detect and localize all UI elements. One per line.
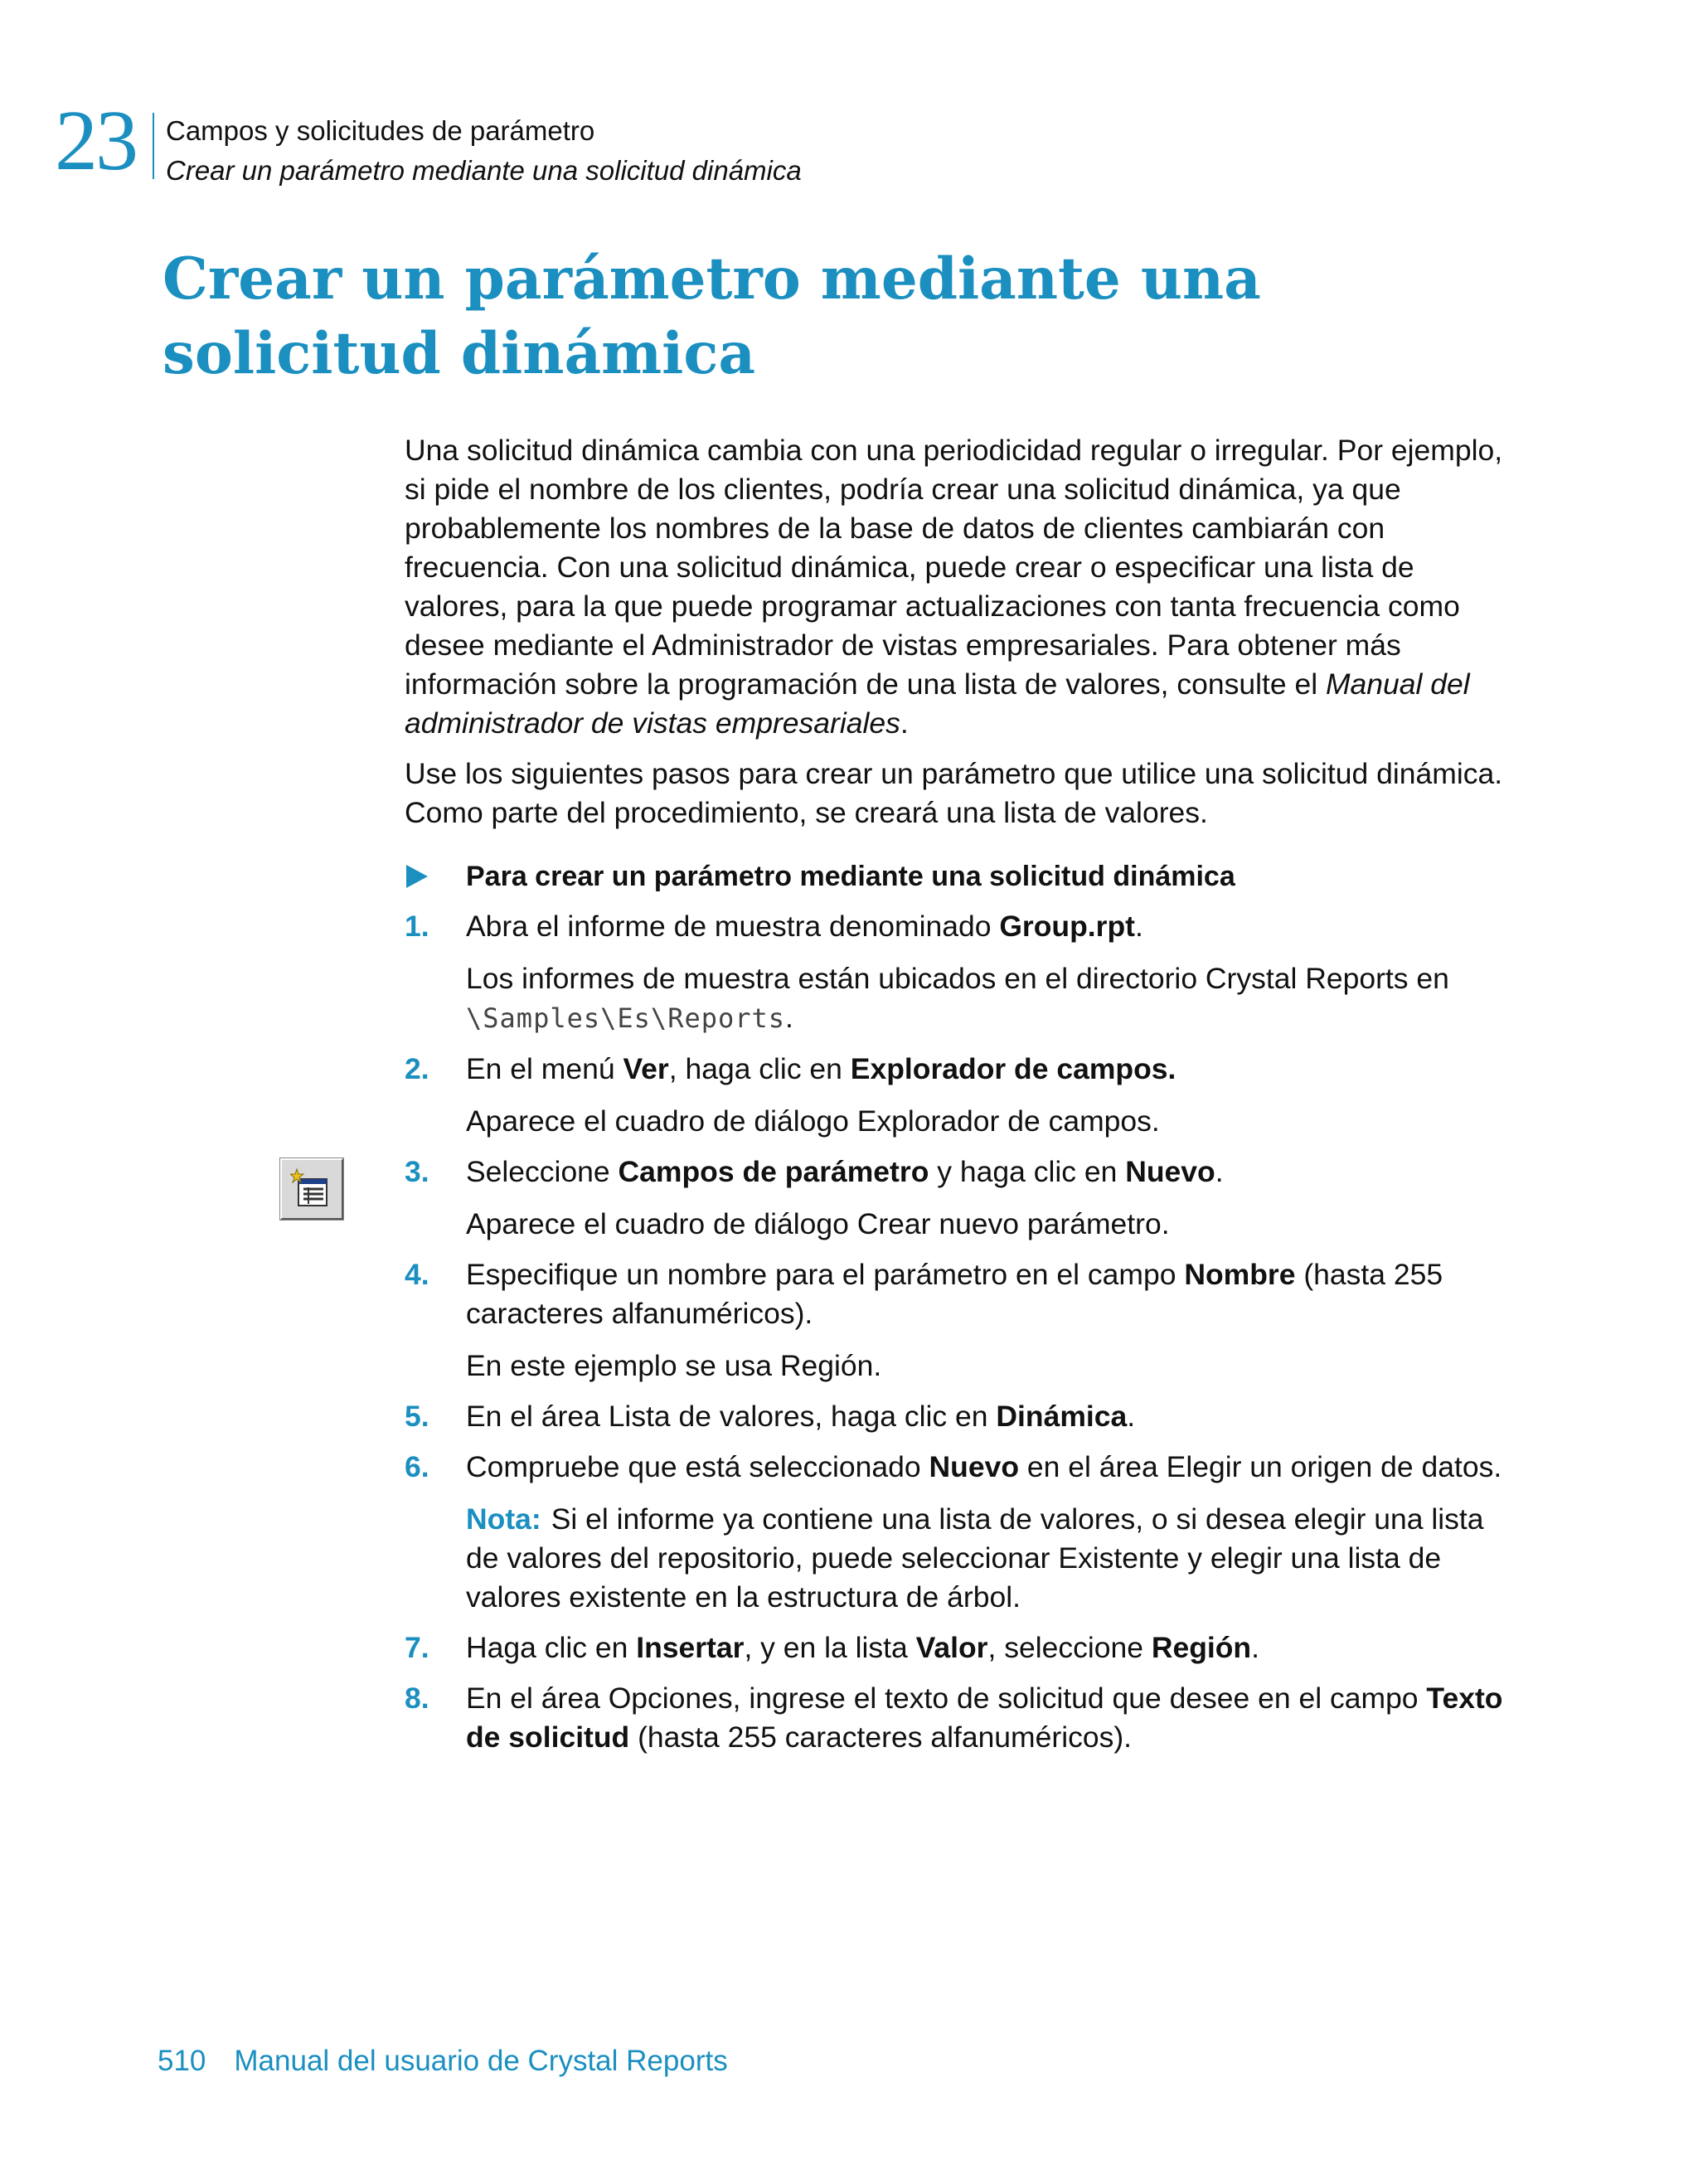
step-3 <box>405 1153 1507 1191</box>
chapter-number: 23 <box>55 93 136 188</box>
step-text: . <box>1127 1400 1136 1433</box>
step-text: En el área Opciones, ingrese el texto de solicitud que desee en el campo <box>466 1682 1427 1715</box>
book-title: Manual del usuario de Crystal Reports <box>234 2045 728 2077</box>
step-text: Seleccione <box>466 1155 619 1188</box>
triangle-bullet-icon <box>406 865 428 888</box>
step-7 <box>405 1628 1507 1667</box>
step-text: En el área Lista de valores, haga clic en <box>466 1400 997 1433</box>
subsection-title: Crear un parámetro mediante una solicitud dinámica <box>166 155 802 186</box>
step-text: . <box>1134 910 1143 943</box>
step-bold: Texto de solicitud <box>466 1682 1503 1754</box>
step-number: 3. <box>405 1155 429 1188</box>
running-header <box>166 111 802 191</box>
manual-reference: Manual del administrador de vistas empresariales <box>405 667 1470 740</box>
page-title: Crear un parámetro mediante una solicitud dinámica <box>163 245 1261 387</box>
procedure-heading <box>405 857 1507 895</box>
step-bold: Dinámica <box>996 1400 1128 1433</box>
step-text: . <box>1251 1631 1259 1664</box>
detail-text: Los informes de muestra están ubicados en el directorio Crystal Reports en <box>466 962 1449 995</box>
step-number: 7. <box>405 1631 429 1664</box>
note-text: Si el informe ya contiene una lista de valores, o si desea elegir una lista de valores del repositorio, puede seleccionar Existente y elegir una lista de valores existente en la estructura de árbol. <box>466 1502 1484 1614</box>
step-bold: Group.rpt <box>999 910 1135 943</box>
step-bold: Nuevo <box>929 1450 1020 1483</box>
step-text: Especifique un nombre para el parámetro en el campo <box>466 1258 1185 1291</box>
step-text: , haga clic en <box>668 1052 851 1085</box>
step-3-detail: Aparece el cuadro de diálogo Crear nuevo parámetro. <box>466 1207 1170 1240</box>
detail-text: . <box>785 1001 793 1034</box>
step-text: Haga clic en <box>466 1631 637 1664</box>
step-text: en el área Elegir un origen de datos. <box>1019 1450 1502 1483</box>
step-text: . <box>1215 1155 1224 1188</box>
step-1-detail <box>405 959 1507 1038</box>
intro-paragraph-1 <box>405 431 1507 743</box>
step-2 <box>405 1050 1507 1089</box>
step-number: 2. <box>405 1052 429 1085</box>
step-bold: Nombre <box>1184 1258 1296 1291</box>
step-bold: Insertar <box>636 1631 745 1664</box>
step-bold: Ver <box>623 1052 669 1085</box>
step-text: y haga clic en <box>929 1155 1126 1188</box>
intro-end: . <box>900 706 909 740</box>
note <box>405 1500 1507 1617</box>
step-bold: Nuevo <box>1125 1155 1215 1188</box>
body-content <box>405 431 1507 1757</box>
intro-paragraph-2: Use los siguientes pasos para crear un parámetro que utilice una solicitud dinámica. Como parte del procedimiento, se creará una lista de valores. <box>405 757 1503 829</box>
step-bold: Explorador de campos. <box>850 1052 1176 1085</box>
step-number: 4. <box>405 1258 429 1291</box>
step-bold: Valor <box>915 1631 988 1664</box>
step-text: Abra el informe de muestra denominado <box>466 910 1000 943</box>
directory-path: \Samples\Es\Reports <box>466 1002 786 1034</box>
page-number: 510 <box>158 2045 206 2077</box>
step-number: 1. <box>405 910 429 943</box>
step-6 <box>405 1448 1507 1487</box>
chapter-divider <box>153 113 154 179</box>
step-text: , seleccione <box>987 1631 1152 1664</box>
step-text: Compruebe que está seleccionado <box>466 1450 929 1483</box>
section-title: Campos y solicitudes de parámetro <box>166 115 595 146</box>
step-bold: Campos de parámetro <box>618 1155 929 1188</box>
procedure-title: Para crear un parámetro mediante una solicitud dinámica <box>466 861 1235 892</box>
step-2-detail: Aparece el cuadro de diálogo Explorador de campos. <box>466 1104 1160 1138</box>
page-footer <box>158 2045 728 2078</box>
step-4-detail: En este ejemplo se usa Región. <box>466 1349 882 1382</box>
step-1 <box>405 907 1507 946</box>
step-number: 8. <box>405 1682 429 1715</box>
step-text: (hasta 255 caracteres alfanuméricos). <box>466 1258 1443 1330</box>
step-4 <box>405 1255 1507 1333</box>
step-8 <box>405 1679 1507 1757</box>
note-label: Nota: <box>466 1502 541 1536</box>
step-bold: Región <box>1151 1631 1252 1664</box>
step-text: En el menú <box>466 1052 623 1085</box>
step-text: (hasta 255 caracteres alfanuméricos). <box>629 1721 1133 1754</box>
step-number: 5. <box>405 1400 429 1433</box>
intro-text: Una solicitud dinámica cambia con una periodicidad regular o irregular. Por ejemplo, si pide el nombre de los clientes, podría crear una solicitud dinámica, ya que probablemente los nombres de la base de datos de clientes cambiarán con frecuencia. Con una solicitud dinámica, puede crear o especificar una lista de valores, para la que puede programar actualizaciones con tanta frecuencia como desee mediante el Administrador de vistas empresariales. Para obtener más información sobre la programación de una lista de valores, consulte el <box>405 434 1503 701</box>
new-parameter-icon <box>280 1158 343 1220</box>
step-text: , y en la lista <box>744 1631 916 1664</box>
step-5 <box>405 1397 1507 1436</box>
step-number: 6. <box>405 1450 429 1483</box>
